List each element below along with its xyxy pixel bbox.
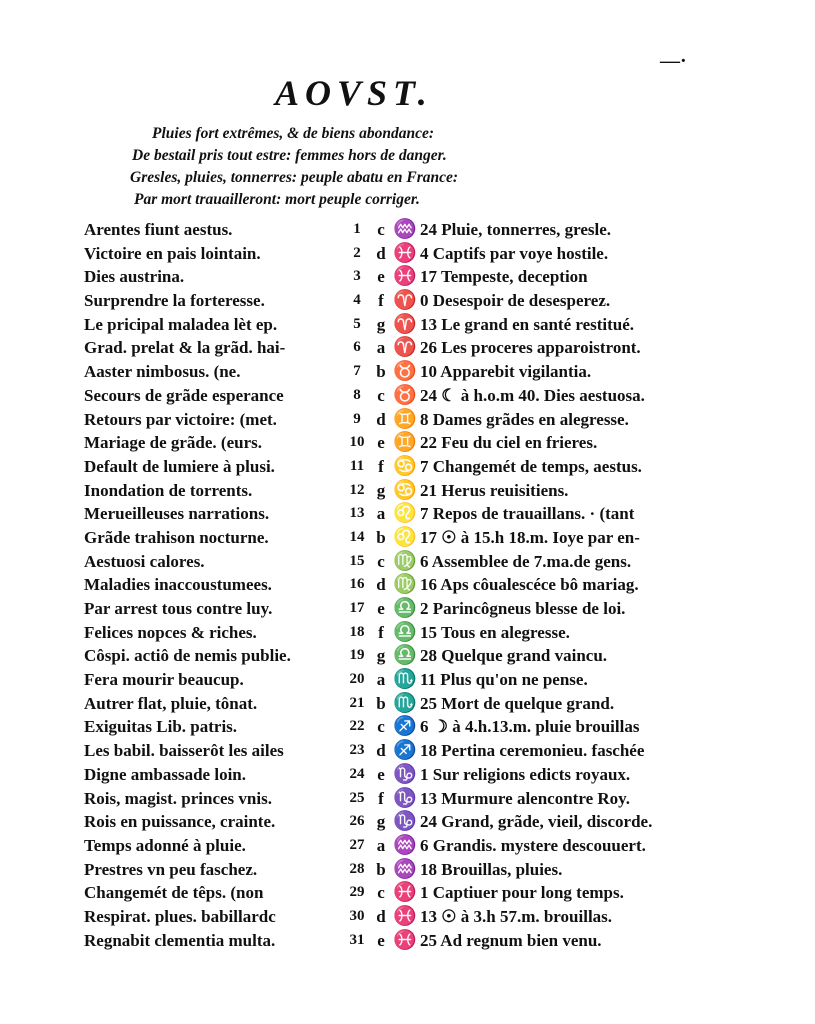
zodiac-sign-icon: ♑ [393, 763, 417, 785]
day-prediction-right: 24 ☾ à h.o.m 40. Dies aestuosa. [420, 385, 645, 405]
dominical-letter: c [377, 385, 385, 405]
zodiac-sign-icon: ♎ [393, 598, 417, 619]
dominical-letter: d [376, 741, 386, 761]
zodiac-sign-icon: ♑ [393, 787, 417, 809]
zodiac-sign-icon: ♈ [393, 313, 417, 335]
day-number: 30 [349, 907, 365, 924]
day-row [80, 336, 720, 360]
day-prediction-right: 22 Feu du ciel en frieres. [420, 433, 598, 453]
day-prediction-left: Grad. prelat & la grãd. hai- [84, 338, 286, 358]
day-number: 6 [353, 339, 361, 356]
dominical-letter: c [377, 220, 385, 239]
day-row [80, 715, 720, 739]
dominical-letter: b [376, 693, 386, 713]
day-row [80, 787, 720, 811]
dominical-letter: f [378, 622, 384, 642]
day-prediction-right: 4 Captifs par voye hostile. [420, 243, 609, 263]
zodiac-sign-icon: ♌ [393, 503, 417, 525]
day-prediction-left: Inondation de torrents. [84, 480, 253, 500]
day-row [80, 763, 720, 787]
day-prediction-left: Aaster nimbosus. (ne. [84, 362, 241, 382]
day-row [80, 692, 720, 716]
dominical-letter: e [377, 930, 385, 950]
day-prediction-left: Merueilleuses narrations. [84, 504, 270, 524]
zodiac-sign-icon: ♎ [393, 645, 417, 667]
zodiac-sign-icon: ♏ [393, 692, 417, 714]
day-prediction-right: 8 Dames grãdes en alegresse. [420, 409, 629, 429]
day-prediction-left: Default de lumiere à plusi. [84, 456, 275, 476]
zodiac-sign-icon: ♒ [393, 219, 417, 240]
day-prediction-left: Arentes fiunt aestus. [84, 220, 233, 239]
dominical-letter: a [376, 504, 386, 524]
zodiac-sign-icon: ♓ [393, 905, 417, 927]
dominical-letter: d [376, 906, 386, 926]
day-prediction-left: Les babil. baisserôt les ailes [84, 741, 284, 761]
day-prediction-right: 25 Ad regnum bien venu. [420, 930, 602, 950]
day-row [80, 502, 720, 526]
day-number: 19 [349, 647, 365, 664]
dominical-letter: c [377, 551, 385, 571]
day-number: 28 [349, 860, 365, 877]
day-row [80, 834, 720, 858]
day-prediction-left: Par arrest tous contre luy. [84, 599, 273, 618]
day-row [80, 242, 720, 266]
day-prediction-left: Prestres vn peu faschez. [84, 859, 258, 879]
day-prediction-left: Regnabit clementia multa. [84, 930, 276, 950]
dominical-letter: e [377, 267, 385, 287]
day-prediction-right: 13 Murmure alencontre Roy. [420, 788, 630, 808]
day-row [80, 408, 720, 432]
day-prediction-left: Le pricipal maladea lèt ep. [84, 314, 278, 334]
day-row [80, 384, 720, 408]
day-number: 17 [349, 600, 365, 616]
zodiac-sign-icon: ♋ [393, 479, 417, 501]
day-prediction-left: Exiguitas Lib. patris. [84, 717, 238, 737]
zodiac-sign-icon: ♌ [393, 526, 417, 548]
day-row [80, 218, 720, 242]
day-row [80, 929, 720, 953]
zodiac-sign-icon: ♓ [393, 266, 417, 288]
day-number: 31 [349, 931, 365, 948]
quatrain-line-3: Gresles, pluies, tonnerres: peuple abatu en France: [130, 169, 459, 186]
day-row [80, 810, 720, 834]
zodiac-sign-icon: ♓ [393, 242, 417, 264]
day-prediction-right: 17 ☉ à 15.h 18.m. Ioye par en- [420, 527, 640, 547]
dominical-letter: a [376, 835, 386, 855]
day-prediction-left: Grãde trahison nocturne. [84, 527, 269, 547]
day-prediction-right: 11 Plus qu'on ne pense. [420, 670, 588, 690]
day-number: 25 [349, 789, 365, 806]
day-number: 14 [349, 528, 365, 545]
dominical-letter: d [376, 409, 386, 429]
day-number: 2 [353, 244, 361, 261]
quatrain-line-1: Pluies fort extrêmes, & de biens abondance: [152, 125, 434, 142]
day-row [80, 573, 720, 597]
day-prediction-left: Fera mourir beaucup. [84, 670, 244, 690]
day-prediction-right: 2 Parincôgneus blesse de loi. [420, 599, 626, 618]
zodiac-sign-icon: ♒ [393, 834, 417, 856]
day-number: 23 [349, 742, 365, 759]
day-prediction-left: Felices nopces & riches. [84, 622, 257, 642]
day-row [80, 526, 720, 550]
dominical-letter: g [376, 646, 386, 666]
day-row [80, 597, 720, 621]
day-prediction-right: 13 ☉ à 3.h 57.m. brouillas. [420, 906, 613, 926]
day-prediction-right: 0 Desespoir de desesperez. [420, 291, 611, 311]
day-prediction-right: 16 Aps côualescéce bô mariag. [420, 575, 639, 595]
dominical-letter: a [376, 338, 386, 358]
dominical-letter: f [378, 788, 384, 808]
day-row [80, 289, 720, 313]
dominical-letter: f [378, 456, 384, 476]
day-row [80, 621, 720, 645]
dominical-letter: e [377, 764, 385, 784]
zodiac-sign-icon: ♎ [393, 621, 417, 643]
day-number: 20 [349, 671, 365, 688]
day-prediction-right: 28 Quelque grand vaincu. [420, 646, 608, 666]
day-prediction-right: 13 Le grand en santé restitué. [420, 314, 635, 334]
day-prediction-right: 21 Herus reuisitiens. [420, 480, 569, 500]
day-number: 24 [349, 765, 365, 782]
zodiac-sign-icon: ♏ [393, 669, 417, 691]
day-row [80, 313, 720, 337]
month-title: AOVST. [275, 73, 433, 113]
day-row [80, 431, 720, 455]
day-number: 10 [349, 434, 365, 451]
day-prediction-right: 1 Sur religions edicts royaux. [420, 764, 631, 784]
zodiac-sign-icon: ♈ [393, 290, 417, 312]
dominical-letter: e [377, 433, 385, 453]
corner-mark: —· [660, 50, 687, 72]
quatrain-line-2: De bestail pris tout estre: femmes hors de danger. [132, 147, 447, 164]
dominical-letter: g [376, 812, 386, 832]
zodiac-sign-icon: ♐ [393, 716, 417, 738]
day-prediction-right: 10 Apparebit vigilantia. [420, 362, 592, 382]
zodiac-sign-icon: ♋ [393, 455, 417, 477]
day-prediction-left: Retours par victoire: (met. [84, 409, 277, 429]
zodiac-sign-icon: ♍ [393, 574, 417, 596]
dominical-letter: c [377, 717, 385, 737]
zodiac-sign-icon: ♐ [393, 740, 417, 762]
day-number: 15 [349, 552, 365, 569]
zodiac-sign-icon: ♒ [393, 858, 417, 880]
day-row [80, 858, 720, 882]
day-number: 18 [349, 623, 365, 640]
day-prediction-left: Digne ambassade loin. [84, 764, 246, 784]
day-number: 8 [353, 386, 361, 403]
day-prediction-right: 24 Pluie, tonnerres, gresle. [420, 220, 612, 239]
day-number: 11 [349, 457, 365, 474]
dominical-letter: g [376, 480, 386, 500]
day-prediction-right: 18 Brouillas, pluies. [420, 859, 563, 879]
day-prediction-right: 1 Captiuer pour long temps. [420, 883, 624, 903]
day-prediction-left: Aestuosi calores. [84, 551, 205, 571]
quatrain-line-4: Par mort trauailleront: mort peuple corriger. [134, 191, 420, 208]
zodiac-sign-icon: ♓ [393, 882, 417, 904]
day-number: 29 [349, 884, 365, 901]
day-row [80, 739, 720, 763]
day-prediction-right: 25 Mort de quelque grand. [420, 693, 615, 713]
day-prediction-right: 18 Pertina ceremonieu. faschée [420, 741, 645, 761]
day-number: 7 [353, 363, 361, 380]
day-prediction-right: 15 Tous en alegresse. [420, 622, 570, 642]
day-number: 26 [349, 813, 365, 830]
day-prediction-right: 26 Les proceres apparoistront. [420, 338, 641, 358]
day-prediction-left: Rois en puissance, crainte. [84, 812, 276, 832]
day-row [80, 479, 720, 503]
day-prediction-right: 7 Changemét de temps, aestus. [420, 456, 642, 476]
dominical-letter: g [376, 314, 386, 334]
day-row [80, 265, 720, 289]
day-prediction-left: Mariage de grãde. (eurs. [84, 433, 262, 453]
day-number: 27 [349, 836, 365, 853]
dominical-letter: b [376, 859, 386, 879]
zodiac-sign-icon: ♊ [393, 432, 417, 454]
day-prediction-left: Secours de grãde esperance [84, 385, 284, 405]
day-number: 5 [353, 315, 361, 332]
day-prediction-left: Dies austrina. [84, 267, 185, 287]
day-prediction-left: Changemét de têps. (non [84, 883, 264, 903]
dominical-letter: e [377, 599, 385, 618]
zodiac-sign-icon: ♑ [393, 811, 417, 833]
day-number: 16 [349, 576, 365, 593]
zodiac-sign-icon: ♉ [393, 361, 417, 383]
day-number: 21 [349, 694, 365, 711]
dominical-letter: d [376, 575, 386, 595]
zodiac-sign-icon: ♍ [393, 550, 417, 572]
dominical-letter: b [376, 362, 386, 382]
day-row [80, 455, 720, 479]
day-prediction-left: Maladies inaccoustumees. [84, 575, 272, 595]
day-number: 12 [349, 481, 365, 498]
dominical-letter: f [378, 291, 384, 311]
zodiac-sign-icon: ♊ [393, 408, 417, 430]
day-number: 13 [349, 505, 365, 522]
day-number: 9 [353, 410, 361, 427]
day-prediction-right: 24 Grand, grãde, vieil, discorde. [420, 812, 653, 832]
day-prediction-left: Respirat. plues. babillardc [84, 906, 276, 926]
day-row [80, 881, 720, 905]
dominical-letter: d [376, 243, 386, 263]
day-row [80, 360, 720, 384]
dominical-letter: b [376, 527, 386, 547]
day-number: 3 [353, 268, 361, 285]
day-prediction-right: 6 Grandis. mystere descouuert. [420, 835, 646, 855]
day-prediction-right: 17 Tempeste, deception [420, 267, 588, 287]
zodiac-sign-icon: ♈ [393, 337, 417, 359]
quatrain [122, 123, 562, 211]
zodiac-sign-icon: ♓ [393, 929, 417, 951]
day-prediction-left: Temps adonné à pluie. [84, 835, 246, 855]
days-table [80, 218, 720, 952]
zodiac-sign-icon: ♉ [393, 384, 417, 406]
day-number: 4 [353, 292, 361, 309]
day-prediction-right: 6 ☽ à 4.h.13.m. pluie brouillas [420, 717, 640, 737]
day-number: 22 [349, 718, 365, 735]
day-row [80, 905, 720, 929]
day-number: 1 [353, 221, 361, 237]
day-prediction-left: Victoire en pais lointain. [84, 243, 261, 263]
day-row [80, 550, 720, 574]
dominical-letter: c [377, 883, 385, 903]
day-prediction-left: Autrer flat, pluie, tônat. [84, 693, 258, 713]
day-row [80, 668, 720, 692]
day-prediction-right: 7 Repos de trauaillans. · (tant [420, 504, 635, 524]
day-prediction-right: 6 Assemblee de 7.ma.de gens. [420, 551, 632, 571]
dominical-letter: a [376, 670, 386, 690]
day-row [80, 644, 720, 668]
day-prediction-left: Rois, magist. princes vnis. [84, 788, 272, 808]
day-prediction-left: Surprendre la forteresse. [84, 291, 265, 311]
day-prediction-left: Côspi. actiô de nemis publie. [84, 646, 291, 666]
